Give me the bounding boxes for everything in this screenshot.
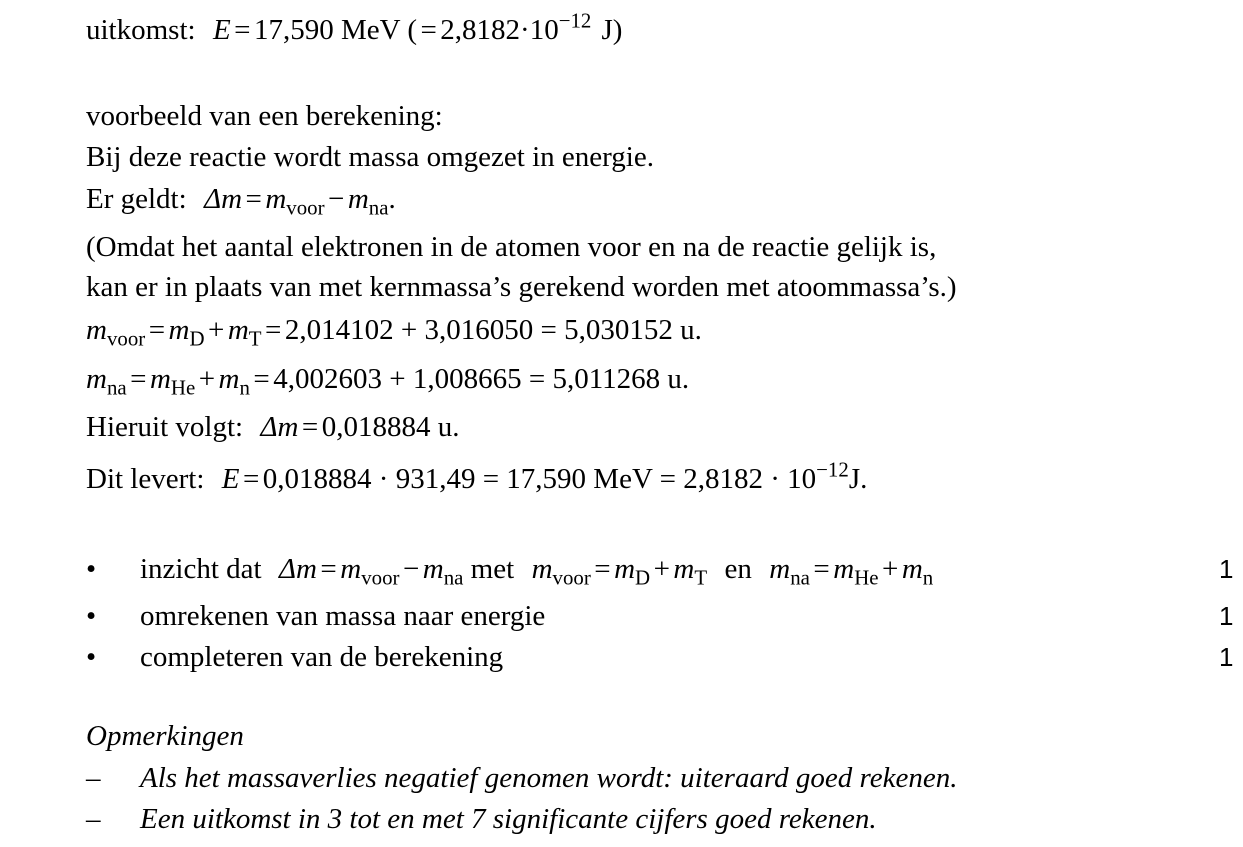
delta-m: Δm <box>278 553 317 585</box>
m-symbol: m <box>168 314 190 346</box>
m-symbol: m <box>218 363 240 395</box>
paren-open: ( <box>407 14 417 46</box>
m-symbol: m <box>614 553 636 585</box>
minus-sign: − <box>402 553 420 585</box>
sub-voor: voor <box>361 565 400 590</box>
voor-calc: 2,014102 + 3,016050 = 5,030152 u. <box>284 314 702 346</box>
m-symbol: m <box>347 183 369 215</box>
eq-sign: = <box>420 14 437 46</box>
joule-base: 10 <box>529 14 559 46</box>
m-symbol: m <box>901 553 923 585</box>
follows-line <box>86 413 459 442</box>
yields-line <box>86 457 868 495</box>
yields-unit: J. <box>848 463 868 495</box>
scoring-text <box>140 553 934 590</box>
eq-sign: = <box>253 363 270 395</box>
m-symbol: m <box>673 553 695 585</box>
yields-calc: 0,018884 · 931,49 = 17,590 MeV = 2,8182 · 10 <box>262 463 817 495</box>
scoring-text-en: en <box>724 553 752 585</box>
sub-na: na <box>106 375 127 400</box>
bullet-icon: • <box>86 641 97 673</box>
score-points: 1 <box>1219 601 1234 631</box>
remark-text: Als het massaverlies negatief genomen wordt: uiteraard goed rekenen. <box>140 762 958 794</box>
example-line1: Bij deze reactie wordt massa omgezet in energie. <box>86 141 654 173</box>
example-line4: kan er in plaats van met kernmassa’s gerekend worden met atoommassa’s.) <box>86 271 957 303</box>
eq-sign: = <box>813 553 830 585</box>
m-symbol: m <box>422 553 444 585</box>
sub-voor: voor <box>106 326 146 351</box>
sub-he: He <box>170 375 196 400</box>
bullet-icon: • <box>86 600 97 632</box>
period: . <box>388 183 396 215</box>
dash-icon: – <box>86 762 101 794</box>
eq-sign: = <box>148 314 166 346</box>
result-var: E <box>212 14 231 46</box>
scoring-text: completeren van de berekening <box>140 641 504 673</box>
score-points: 1 <box>1219 554 1234 584</box>
na-calc: 4,002603 + 1,008665 = 5,011268 u. <box>273 363 690 395</box>
joule-unit: J) <box>601 14 623 46</box>
joule-mantissa: 2,8182 <box>440 14 521 46</box>
remarks-heading: Opmerkingen <box>86 720 244 752</box>
remark-text: Een uitkomst in 3 tot en met 7 significante cijfers goed rekenen. <box>140 803 877 835</box>
example-line2 <box>86 183 396 220</box>
bullet-icon: • <box>86 553 97 585</box>
sub-t: T <box>248 326 262 351</box>
scoring-text-mid: met <box>470 553 515 585</box>
m-symbol: m <box>769 553 791 585</box>
times-sign: · <box>520 14 530 46</box>
minus-sign: − <box>328 183 345 215</box>
plus-sign: + <box>208 314 225 346</box>
yields-var: E <box>221 463 240 495</box>
scoring-text-a: inzicht dat <box>140 553 262 585</box>
m-symbol: m <box>833 553 855 585</box>
joule-exp: −12 <box>558 8 592 33</box>
sub-d: D <box>189 326 205 351</box>
sub-na: na <box>443 565 464 590</box>
score-points: 1 <box>1219 642 1234 672</box>
m-symbol: m <box>86 314 107 346</box>
result-line <box>86 8 623 46</box>
result-value: 17,590 MeV <box>253 14 401 46</box>
sub-na: na <box>790 565 810 590</box>
sub-d: D <box>635 565 651 590</box>
plus-sign: + <box>882 553 899 585</box>
voor-calc-line <box>86 314 702 351</box>
dash-icon: – <box>86 803 101 835</box>
eq-sign: = <box>594 553 611 585</box>
delta-m: Δm <box>260 411 299 443</box>
eq-sign: = <box>242 463 260 495</box>
plus-sign: + <box>198 363 216 395</box>
eq-sign: = <box>320 553 337 585</box>
sub-na: na <box>368 195 389 220</box>
m-symbol: m <box>149 363 171 395</box>
eq-sign: = <box>245 183 262 215</box>
sub-voor: voor <box>552 565 591 590</box>
line2-prefix: Er geldt: <box>86 183 187 215</box>
example-heading: voorbeeld van een berekening: <box>86 100 443 132</box>
sub-t: T <box>694 565 708 590</box>
yields-exp: −12 <box>816 457 849 482</box>
m-symbol: m <box>340 553 362 585</box>
m-symbol: m <box>531 553 553 585</box>
eq-sign: = <box>234 14 251 46</box>
plus-sign: + <box>653 553 670 585</box>
eq-sign: = <box>130 363 147 395</box>
sub-voor: voor <box>286 195 325 220</box>
example-line3: (Omdat het aantal elektronen in de atomen voor en na de reactie gelijk is, <box>86 231 937 263</box>
yields-prefix: Dit levert: <box>86 463 205 495</box>
eq-sign: = <box>265 314 282 346</box>
m-symbol: m <box>227 314 249 346</box>
na-calc-line <box>86 363 690 400</box>
sub-n: n <box>922 565 934 590</box>
result-label: uitkomst: <box>86 14 196 46</box>
delta-m: Δm <box>204 183 243 215</box>
eq-sign: = <box>301 411 319 443</box>
m-symbol: m <box>86 363 107 395</box>
follows-value: 0,018884 u. <box>321 411 460 443</box>
scoring-text: omrekenen van massa naar energie <box>140 600 546 632</box>
sub-n: n <box>239 375 250 400</box>
m-symbol: m <box>265 183 287 215</box>
sub-he: He <box>854 565 879 590</box>
follows-prefix: Hieruit volgt: <box>86 411 244 443</box>
